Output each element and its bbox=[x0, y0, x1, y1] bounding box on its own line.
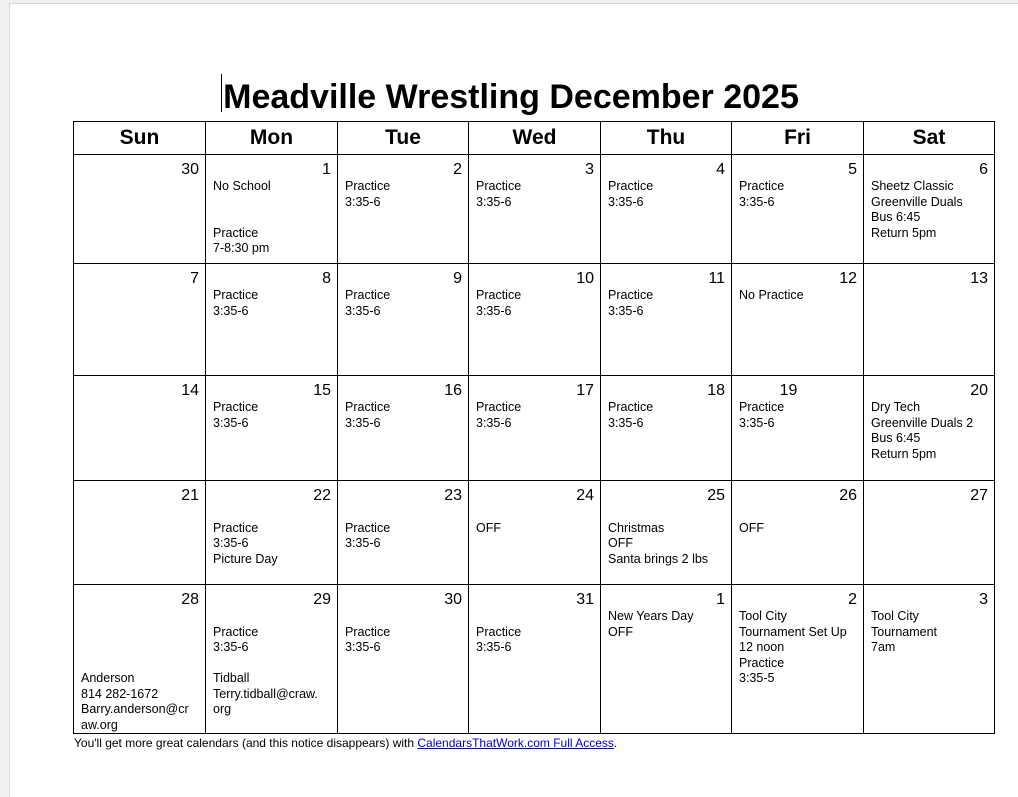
weekday-header: Mon bbox=[206, 122, 338, 155]
day-cell[interactable] bbox=[338, 376, 469, 481]
day-cell[interactable] bbox=[338, 585, 469, 734]
day-number: 21 bbox=[181, 487, 199, 504]
day-number: 27 bbox=[970, 487, 988, 504]
day-cell[interactable] bbox=[469, 155, 601, 264]
day-number: 28 bbox=[181, 591, 199, 608]
day-number: 30 bbox=[444, 591, 462, 608]
day-number: 1 bbox=[716, 591, 725, 608]
day-cell[interactable] bbox=[206, 481, 338, 585]
day-events: Practice 3:35-6 bbox=[476, 179, 522, 209]
day-cell[interactable] bbox=[338, 264, 469, 376]
day-number: 23 bbox=[444, 487, 462, 504]
day-events: No Practice bbox=[739, 288, 804, 302]
day-events: Sheetz Classic Greenville Duals Bus 6:45 Return 5pm bbox=[871, 179, 963, 240]
weekday-header: Tue bbox=[338, 122, 469, 155]
day-events: OFF bbox=[739, 520, 764, 535]
day-number: 24 bbox=[576, 487, 594, 504]
day-cell[interactable] bbox=[338, 155, 469, 264]
day-events: Tool City Tournament Set Up 12 noon Practice 3:35-5 bbox=[739, 609, 847, 685]
day-cell[interactable] bbox=[732, 585, 864, 734]
day-cell[interactable] bbox=[864, 585, 995, 734]
footer-suffix: . bbox=[613, 736, 618, 750]
day-cell[interactable] bbox=[469, 376, 601, 481]
day-cell[interactable] bbox=[732, 481, 864, 585]
day-cell[interactable] bbox=[732, 376, 864, 481]
day-number: 25 bbox=[707, 487, 725, 504]
day-cell[interactable] bbox=[864, 264, 995, 376]
day-cell[interactable] bbox=[601, 585, 732, 734]
day-number: 3 bbox=[585, 161, 594, 178]
day-number: 2 bbox=[848, 591, 857, 608]
day-events: Practice 3:35-6 Picture Day bbox=[213, 520, 278, 566]
week-row bbox=[74, 376, 995, 481]
day-number: 26 bbox=[839, 487, 857, 504]
day-cell[interactable] bbox=[74, 264, 206, 376]
day-number: 1 bbox=[322, 161, 331, 178]
day-events: OFF bbox=[476, 520, 501, 535]
day-events: Practice 3:35-6 bbox=[608, 288, 654, 318]
day-cell[interactable] bbox=[206, 264, 338, 376]
footer-notice bbox=[74, 736, 617, 750]
day-number: 11 bbox=[708, 270, 725, 287]
day-number: 10 bbox=[576, 270, 594, 287]
day-events: Practice 3:35-6 bbox=[739, 400, 785, 430]
weekday-header: Fri bbox=[732, 122, 864, 155]
weekday-header-row bbox=[74, 122, 995, 155]
day-cell[interactable] bbox=[864, 155, 995, 264]
day-number: 12 bbox=[839, 270, 857, 287]
day-number: 8 bbox=[322, 270, 331, 287]
text-cursor bbox=[221, 74, 222, 112]
week-row bbox=[74, 155, 995, 264]
day-cell[interactable] bbox=[469, 481, 601, 585]
week-row bbox=[74, 481, 995, 585]
day-events: Dry Tech Greenville Duals 2 Bus 6:45 Return 5pm bbox=[871, 400, 974, 461]
day-cell[interactable] bbox=[601, 264, 732, 376]
day-number: 7 bbox=[190, 270, 199, 287]
weekday-header: Thu bbox=[601, 122, 732, 155]
full-access-link[interactable]: CalendarsThatWork.com Full Access bbox=[417, 736, 614, 750]
day-number: 18 bbox=[707, 382, 725, 399]
day-cell[interactable] bbox=[206, 376, 338, 481]
day-events: Practice 3:35-6 bbox=[476, 288, 522, 318]
day-events: Practice 3:35-6 bbox=[345, 288, 391, 318]
day-number: 2 bbox=[453, 161, 462, 178]
day-cell[interactable] bbox=[601, 376, 732, 481]
title-text: Meadville Wrestling December 2025 bbox=[223, 78, 799, 116]
day-number: 16 bbox=[444, 382, 462, 399]
day-cell[interactable] bbox=[469, 585, 601, 734]
day-cell[interactable] bbox=[732, 155, 864, 264]
day-events: Practice 3:35-6 bbox=[213, 288, 259, 318]
calendar-grid bbox=[73, 121, 995, 734]
day-events: Tool City Tournament 7am bbox=[871, 609, 938, 654]
day-cell[interactable] bbox=[601, 155, 732, 264]
day-cell[interactable] bbox=[469, 264, 601, 376]
day-number: 22 bbox=[313, 487, 331, 504]
day-number: 31 bbox=[576, 591, 594, 608]
day-events: Practice 3:35-6 Tidball Terry.tidball@craw. org bbox=[213, 624, 318, 716]
day-number: 19 bbox=[779, 382, 798, 399]
day-events: Anderson 814 282-1672 Barry.anderson@cr aw.org bbox=[81, 671, 189, 732]
day-number: 9 bbox=[453, 270, 462, 287]
day-number: 5 bbox=[848, 161, 857, 178]
day-events: Practice 3:35-6 bbox=[345, 520, 391, 550]
day-number: 30 bbox=[181, 161, 199, 178]
day-events: Practice 3:35-6 bbox=[345, 179, 391, 209]
weekday-header: Sun bbox=[74, 122, 206, 155]
calendar-title bbox=[0, 74, 1018, 117]
day-cell[interactable] bbox=[864, 481, 995, 585]
day-number: 20 bbox=[970, 382, 988, 399]
weekday-header: Wed bbox=[469, 122, 601, 155]
day-number: 29 bbox=[313, 591, 331, 608]
day-events: Practice 3:35-6 bbox=[213, 400, 259, 430]
day-events: No School Practice 7-8:30 pm bbox=[213, 179, 271, 255]
weekday-header: Sat bbox=[864, 122, 995, 155]
day-number: 6 bbox=[979, 161, 988, 178]
day-cell[interactable] bbox=[74, 481, 206, 585]
day-number: 15 bbox=[313, 382, 331, 399]
day-cell[interactable] bbox=[206, 155, 338, 264]
day-events: Practice 3:35-6 bbox=[476, 624, 522, 654]
footer-text: You'll get more great calendars (and this notice disappears) with bbox=[74, 736, 418, 750]
day-cell[interactable] bbox=[601, 481, 732, 585]
day-number: 13 bbox=[970, 270, 988, 287]
day-events: Practice 3:35-6 bbox=[608, 179, 654, 209]
day-events: Practice 3:35-6 bbox=[739, 179, 785, 209]
day-events: Practice 3:35-6 bbox=[476, 400, 522, 430]
day-cell[interactable] bbox=[74, 155, 206, 264]
week-row bbox=[74, 264, 995, 376]
day-events: Practice 3:35-6 bbox=[345, 400, 391, 430]
day-cell[interactable] bbox=[338, 481, 469, 585]
day-events: Practice 3:35-6 bbox=[608, 400, 654, 430]
day-cell[interactable] bbox=[74, 376, 206, 481]
day-number: 14 bbox=[181, 382, 199, 399]
day-number: 4 bbox=[716, 161, 725, 178]
day-cell[interactable] bbox=[74, 585, 206, 734]
day-cell[interactable] bbox=[864, 376, 995, 481]
day-events: New Years Day OFF bbox=[608, 609, 694, 639]
day-events: Christmas OFF Santa brings 2 lbs bbox=[608, 520, 709, 566]
day-number: 3 bbox=[979, 591, 988, 608]
day-events: Practice 3:35-6 bbox=[345, 624, 391, 654]
week-row bbox=[74, 585, 995, 734]
day-number: 17 bbox=[576, 382, 594, 399]
day-cell[interactable] bbox=[732, 264, 864, 376]
day-cell[interactable] bbox=[206, 585, 338, 734]
